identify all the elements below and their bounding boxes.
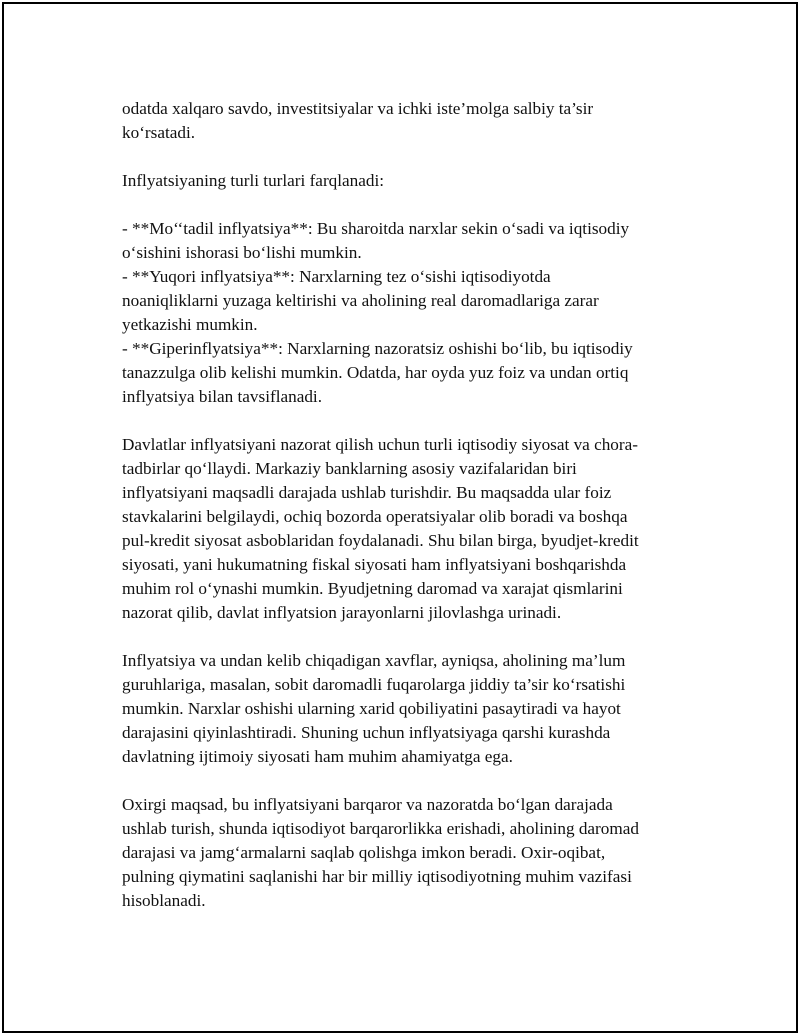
paragraph-trade-impact: odatda xalqaro savdo, investitsiyalar va ichki iste’molga salbiy ta’sir ko‘rsatadi. bbox=[122, 99, 594, 142]
paragraph-conclusion: Oxirgi maqsad, bu inflyatsiyani barqaror va nazoratda bo‘lgan darajada ushlab turish, shunda iqtisodiyot barqarorlikka erishadi, aholining daromad darajasi va jamg‘armalarni saqlab qolishga imkon beradi. Oxir-oqibat, pulning qiymatini saqlanishi har bir milliy iqtisodiyotning muhim vazifasi hisoblanadi. bbox=[122, 795, 639, 910]
paragraph-inflation-types-intro: Inflyatsiyaning turli turlari farqlanadi: bbox=[122, 171, 385, 190]
paragraph-state-policy: Davlatlar inflyatsiyani nazorat qilish uchun turli iqtisodiy siyosat va chora- tadbirlar qo‘llaydi. Markaziy banklarning asosiy vazifalaridan biri inflyatsiyani maqsadli darajada ushlab turishdir. Bu maqsadda ular foiz stavkalarini belgilaydi, ochiq bozorda operatsiyalar olib boradi va boshqa pul-kredit siyosat asboblaridan foydalanadi. Shu bilan birga, byudjet-kredit siyosati, yani hukumatning fiskal siyosati ham inflyatsiyani boshqarishda muhim rol o‘ynashi mumkin. Byudjetning daromad va xarajat qismlarini nazorat qilib, davlat inflyatsion jarayonlarni jilovlashga urinadi. bbox=[122, 435, 639, 622]
document-page bbox=[2, 2, 798, 1033]
paragraph-inflation-types-list: - **Mo‘‘tadil inflyatsiya**: Bu sharoitda narxlar sekin o‘sadi va iqtisodiy o‘sishini ishorasi bo‘lishi mumkin. - **Yuqori inflyatsiya**: Narxlarning tez o‘sishi iqtisodiyotda noaniqliklarni yuzaga keltirishi va aholining real daromadlariga zarar yetkazishi mumkin. - **Giperinflyatsiya**: Narxlarning nazoratsiz oshishi bo‘lib, bu iqtisodiy tanazzulga olib kelishi mumkin. Odatda, har oyda yuz foiz va undan ortiq inflyatsiya bilan tavsiflanadi. bbox=[122, 219, 633, 406]
document-body bbox=[122, 97, 682, 913]
paragraph-social-risks: Inflyatsiya va undan kelib chiqadigan xavflar, ayniqsa, aholining ma’lum guruhlariga, masalan, sobit daromadli fuqarolarga jiddiy ta’sir ko‘rsatishi mumkin. Narxlar oshishi ularning xarid qobiliyatini pasaytiradi va hayot darajasini qiyinlashtiradi. Shuning uchun inflyatsiyaga qarshi kurashda davlatning ijtimoiy siyosati ham muhim ahamiyatga ega. bbox=[122, 651, 626, 766]
